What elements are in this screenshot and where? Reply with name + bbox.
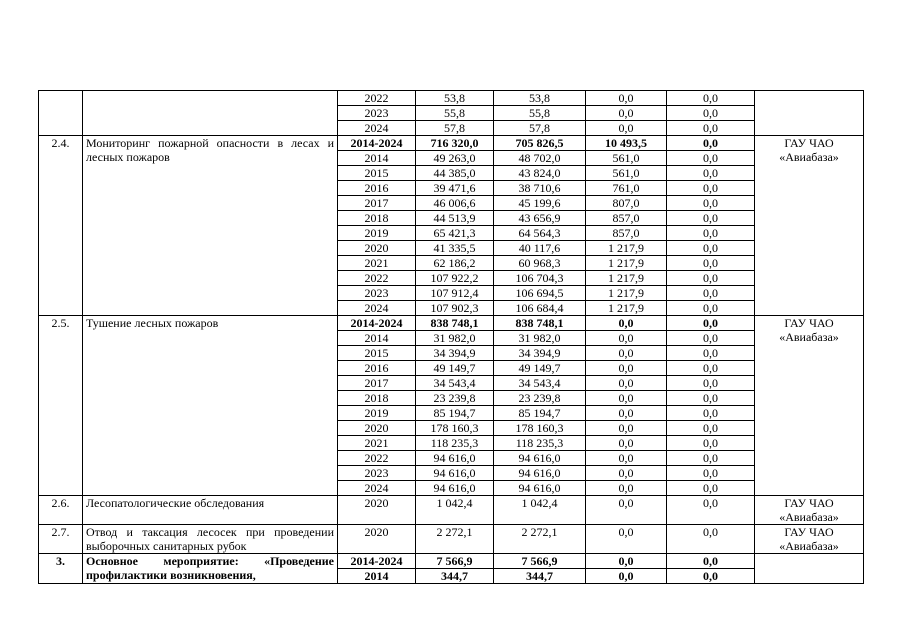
total-funding-cell: 107 912,4 — [416, 286, 494, 301]
budget-source-2-cell: 0,0 — [586, 331, 667, 346]
budget-source-2-cell: 1 217,9 — [586, 241, 667, 256]
budget-source-3-cell: 0,0 — [667, 466, 755, 481]
budget-source-1-cell: 53,8 — [494, 91, 586, 106]
budget-source-3-cell: 0,0 — [667, 121, 755, 136]
period-cell: 2022 — [338, 271, 416, 286]
total-funding-cell: 62 186,2 — [416, 256, 494, 271]
period-cell: 2016 — [338, 361, 416, 376]
total-funding-cell: 107 902,3 — [416, 301, 494, 316]
period-cell: 2014 — [338, 151, 416, 166]
period-cell: 2021 — [338, 256, 416, 271]
activity-name: Лесопатологические обследования — [83, 496, 338, 525]
table-row — [39, 136, 864, 151]
period-cell: 2023 — [338, 106, 416, 121]
budget-source-1-cell: 45 199,6 — [494, 196, 586, 211]
budget-source-1-cell: 106 694,5 — [494, 286, 586, 301]
budget-source-1-cell: 94 616,0 — [494, 481, 586, 496]
total-funding-cell: 46 006,6 — [416, 196, 494, 211]
budget-source-1-cell: 60 968,3 — [494, 256, 586, 271]
budget-source-2-cell: 1 217,9 — [586, 301, 667, 316]
budget-source-1-cell: 118 235,3 — [494, 436, 586, 451]
period-cell: 2023 — [338, 466, 416, 481]
budget-source-1-cell: 178 160,3 — [494, 421, 586, 436]
total-funding-cell: 34 543,4 — [416, 376, 494, 391]
budget-source-3-cell: 0,0 — [667, 436, 755, 451]
item-number: 2.7. — [39, 525, 83, 554]
budget-source-3-cell: 0,0 — [667, 136, 755, 151]
period-cell: 2017 — [338, 196, 416, 211]
activity-name — [83, 91, 338, 136]
total-funding-cell: 34 394,9 — [416, 346, 494, 361]
budget-source-2-cell: 0,0 — [586, 91, 667, 106]
period-cell: 2024 — [338, 121, 416, 136]
budget-source-1-cell: 344,7 — [494, 569, 586, 584]
total-funding-cell: 31 982,0 — [416, 331, 494, 346]
budget-source-3-cell: 0,0 — [667, 451, 755, 466]
total-funding-cell: 39 471,6 — [416, 181, 494, 196]
budget-source-1-cell: 34 394,9 — [494, 346, 586, 361]
budget-source-1-cell: 43 656,9 — [494, 211, 586, 226]
total-funding-cell: 107 922,2 — [416, 271, 494, 286]
budget-source-3-cell: 0,0 — [667, 91, 755, 106]
period-cell: 2014-2024 — [338, 554, 416, 569]
budget-source-3-cell: 0,0 — [667, 346, 755, 361]
budget-source-2-cell: 0,0 — [586, 106, 667, 121]
budget-source-1-cell: 705 826,5 — [494, 136, 586, 151]
period-cell: 2022 — [338, 451, 416, 466]
period-cell: 2022 — [338, 91, 416, 106]
budget-source-1-cell: 7 566,9 — [494, 554, 586, 569]
period-cell: 2014-2024 — [338, 136, 416, 151]
budget-source-1-cell: 31 982,0 — [494, 331, 586, 346]
period-cell: 2021 — [338, 436, 416, 451]
activity-name: Отвод и таксация лесосек при проведении выборочных санитарных рубок — [83, 525, 338, 554]
item-number — [39, 91, 83, 136]
budget-source-3-cell: 0,0 — [667, 554, 755, 569]
period-cell: 2014 — [338, 331, 416, 346]
budget-source-1-cell: 94 616,0 — [494, 451, 586, 466]
period-cell: 2018 — [338, 211, 416, 226]
budget-source-2-cell: 0,0 — [586, 466, 667, 481]
budget-source-3-cell: 0,0 — [667, 256, 755, 271]
item-number: 2.6. — [39, 496, 83, 525]
total-funding-cell: 49 263,0 — [416, 151, 494, 166]
budget-source-2-cell: 10 493,5 — [586, 136, 667, 151]
budget-source-2-cell: 0,0 — [586, 121, 667, 136]
budget-source-1-cell: 57,8 — [494, 121, 586, 136]
table-row — [39, 525, 864, 554]
total-funding-cell: 2 272,1 — [416, 525, 494, 554]
budget-source-2-cell: 0,0 — [586, 436, 667, 451]
budget-source-2-cell: 0,0 — [586, 316, 667, 331]
table-row — [39, 554, 864, 569]
total-funding-cell: 41 335,5 — [416, 241, 494, 256]
budget-source-1-cell: 94 616,0 — [494, 466, 586, 481]
document-page — [38, 90, 864, 584]
period-cell: 2014 — [338, 569, 416, 584]
budget-source-2-cell: 0,0 — [586, 406, 667, 421]
period-cell: 2023 — [338, 286, 416, 301]
budget-source-3-cell: 0,0 — [667, 331, 755, 346]
budget-source-2-cell: 761,0 — [586, 181, 667, 196]
budget-source-2-cell: 0,0 — [586, 391, 667, 406]
budget-source-1-cell: 40 117,6 — [494, 241, 586, 256]
budget-source-1-cell: 48 702,0 — [494, 151, 586, 166]
budget-source-3-cell: 0,0 — [667, 166, 755, 181]
budget-source-2-cell: 0,0 — [586, 569, 667, 584]
total-funding-cell: 49 149,7 — [416, 361, 494, 376]
budget-source-1-cell: 2 272,1 — [494, 525, 586, 554]
period-cell: 2019 — [338, 226, 416, 241]
budget-source-2-cell: 0,0 — [586, 481, 667, 496]
budget-source-2-cell: 0,0 — [586, 346, 667, 361]
period-cell: 2024 — [338, 481, 416, 496]
budget-source-2-cell: 1 217,9 — [586, 286, 667, 301]
period-cell: 2019 — [338, 406, 416, 421]
budget-source-1-cell: 838 748,1 — [494, 316, 586, 331]
total-funding-cell: 23 239,8 — [416, 391, 494, 406]
budget-source-3-cell: 0,0 — [667, 569, 755, 584]
budget-source-3-cell: 0,0 — [667, 376, 755, 391]
executor-cell: ГАУ ЧАО «Авиабаза» — [755, 136, 864, 316]
total-funding-cell: 55,8 — [416, 106, 494, 121]
budget-source-1-cell: 1 042,4 — [494, 496, 586, 525]
total-funding-cell: 7 566,9 — [416, 554, 494, 569]
total-funding-cell: 344,7 — [416, 569, 494, 584]
executor-cell: ГАУ ЧАО «Авиабаза» — [755, 496, 864, 525]
budget-source-2-cell: 857,0 — [586, 226, 667, 241]
period-cell: 2016 — [338, 181, 416, 196]
total-funding-cell: 178 160,3 — [416, 421, 494, 436]
table-row — [39, 496, 864, 525]
budget-source-1-cell: 55,8 — [494, 106, 586, 121]
budget-source-2-cell: 1 217,9 — [586, 271, 667, 286]
budget-source-2-cell: 561,0 — [586, 166, 667, 181]
period-cell: 2020 — [338, 525, 416, 554]
period-cell: 2020 — [338, 421, 416, 436]
executor-cell: ГАУ ЧАО «Авиабаза» — [755, 525, 864, 554]
budget-source-2-cell: 807,0 — [586, 196, 667, 211]
budget-source-3-cell: 0,0 — [667, 211, 755, 226]
budget-source-2-cell: 1 217,9 — [586, 256, 667, 271]
budget-source-2-cell: 0,0 — [586, 496, 667, 525]
table-row — [39, 91, 864, 106]
budget-source-3-cell: 0,0 — [667, 391, 755, 406]
total-funding-cell: 94 616,0 — [416, 466, 494, 481]
budget-source-1-cell: 85 194,7 — [494, 406, 586, 421]
period-cell: 2020 — [338, 496, 416, 525]
budget-source-3-cell: 0,0 — [667, 196, 755, 211]
period-cell: 2015 — [338, 166, 416, 181]
item-number: 2.4. — [39, 136, 83, 316]
activity-name: Мониторинг пожарной опасности в лесах и лесных пожаров — [83, 136, 338, 316]
table-row — [39, 316, 864, 331]
budget-source-1-cell: 38 710,6 — [494, 181, 586, 196]
total-funding-cell: 53,8 — [416, 91, 494, 106]
budget-source-3-cell: 0,0 — [667, 421, 755, 436]
budget-source-2-cell: 561,0 — [586, 151, 667, 166]
budget-source-3-cell: 0,0 — [667, 286, 755, 301]
budget-source-1-cell: 23 239,8 — [494, 391, 586, 406]
budget-source-3-cell: 0,0 — [667, 525, 755, 554]
executor-cell: ГАУ ЧАО «Авиабаза» — [755, 316, 864, 496]
activity-name: Тушение лесных пожаров — [83, 316, 338, 496]
budget-source-3-cell: 0,0 — [667, 406, 755, 421]
total-funding-cell: 94 616,0 — [416, 481, 494, 496]
executor-cell — [755, 91, 864, 136]
budget-source-2-cell: 857,0 — [586, 211, 667, 226]
period-cell: 2024 — [338, 301, 416, 316]
budget-source-3-cell: 0,0 — [667, 271, 755, 286]
budget-source-3-cell: 0,0 — [667, 301, 755, 316]
budget-source-3-cell: 0,0 — [667, 181, 755, 196]
total-funding-cell: 57,8 — [416, 121, 494, 136]
total-funding-cell: 85 194,7 — [416, 406, 494, 421]
budget-source-1-cell: 64 564,3 — [494, 226, 586, 241]
total-funding-cell: 118 235,3 — [416, 436, 494, 451]
budget-source-2-cell: 0,0 — [586, 451, 667, 466]
total-funding-cell: 44 385,0 — [416, 166, 494, 181]
total-funding-cell: 94 616,0 — [416, 451, 494, 466]
budget-source-3-cell: 0,0 — [667, 496, 755, 525]
budget-source-1-cell: 106 704,3 — [494, 271, 586, 286]
table-body — [39, 91, 864, 584]
activity-name: Основное мероприятие: «Проведение профилактики возникновения, — [83, 554, 338, 584]
total-funding-cell: 65 421,3 — [416, 226, 494, 241]
budget-source-1-cell: 34 543,4 — [494, 376, 586, 391]
budget-source-1-cell: 106 684,4 — [494, 301, 586, 316]
budget-source-3-cell: 0,0 — [667, 316, 755, 331]
budget-source-3-cell: 0,0 — [667, 226, 755, 241]
period-cell: 2014-2024 — [338, 316, 416, 331]
period-cell: 2020 — [338, 241, 416, 256]
total-funding-cell: 838 748,1 — [416, 316, 494, 331]
total-funding-cell: 44 513,9 — [416, 211, 494, 226]
program-funding-table — [38, 90, 864, 584]
period-cell: 2018 — [338, 391, 416, 406]
budget-source-3-cell: 0,0 — [667, 106, 755, 121]
budget-source-3-cell: 0,0 — [667, 241, 755, 256]
budget-source-2-cell: 0,0 — [586, 376, 667, 391]
item-number: 2.5. — [39, 316, 83, 496]
budget-source-2-cell: 0,0 — [586, 361, 667, 376]
total-funding-cell: 716 320,0 — [416, 136, 494, 151]
budget-source-2-cell: 0,0 — [586, 421, 667, 436]
budget-source-3-cell: 0,0 — [667, 481, 755, 496]
item-number: 3. — [39, 554, 83, 584]
budget-source-1-cell: 43 824,0 — [494, 166, 586, 181]
budget-source-2-cell: 0,0 — [586, 554, 667, 569]
budget-source-3-cell: 0,0 — [667, 361, 755, 376]
budget-source-1-cell: 49 149,7 — [494, 361, 586, 376]
executor-cell — [755, 554, 864, 584]
budget-source-3-cell: 0,0 — [667, 151, 755, 166]
period-cell: 2017 — [338, 376, 416, 391]
budget-source-2-cell: 0,0 — [586, 525, 667, 554]
total-funding-cell: 1 042,4 — [416, 496, 494, 525]
period-cell: 2015 — [338, 346, 416, 361]
